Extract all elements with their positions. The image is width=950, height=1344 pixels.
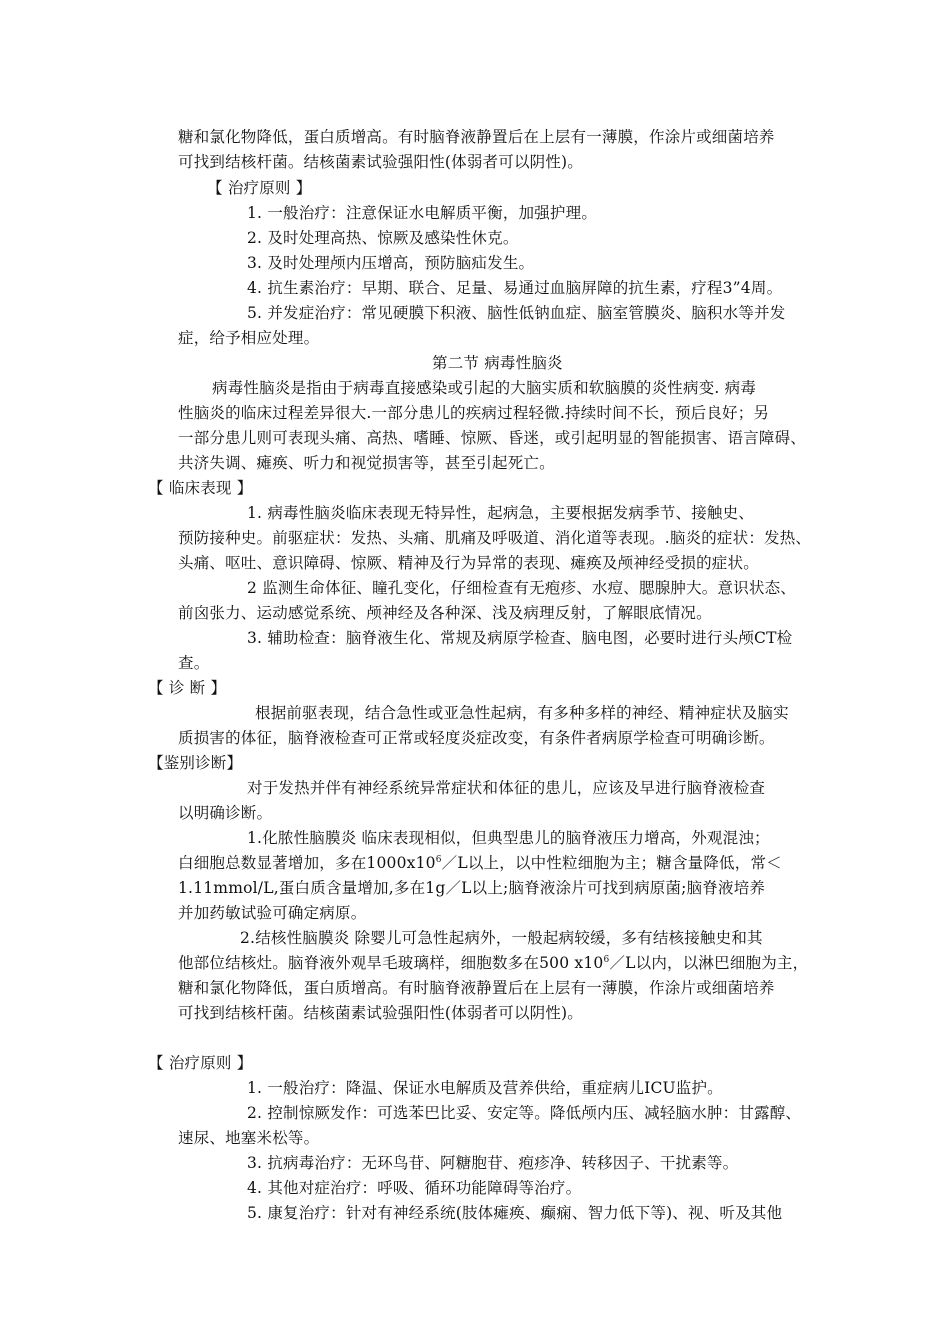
paragraph-line: 1.11mmol/L,蛋白质含量增加,多在1g／L以上;脑脊液涂片可找到病原菌;脑脊液培养 xyxy=(178,879,766,897)
paragraph-line: 根据前驱表现，结合急性或亚急性起病，有多种多样的神经、精神症状及脑实 xyxy=(255,704,789,722)
list-item: 1. 一般治疗：注意保证水电解质平衡，加强护理。 xyxy=(247,204,598,222)
superscript: 6 xyxy=(603,954,610,965)
text-run: 白细胞总数显著增加，多在1000x10 xyxy=(178,854,436,872)
paragraph-line: 2.结核性脑膜炎 除婴儿可急性起病外，一般起病较缓，多有结核接触史和其 xyxy=(240,929,763,947)
paragraph-line: 共济失调、瘫痪、听力和视觉损害等，甚至引起死亡。 xyxy=(178,454,555,472)
list-item-continuation: 速尿、地塞米松等。 xyxy=(178,1129,320,1147)
list-item-continuation: 症，给予相应处理。 xyxy=(178,329,320,347)
paragraph-line: 查。 xyxy=(178,654,210,672)
list-item: 3. 抗病毒治疗：无环鸟苷、阿糖胞苷、疱疹净、转移因子、干扰素等。 xyxy=(247,1154,739,1172)
list-item: 4. 其他对症治疗：呼吸、循环功能障碍等治疗。 xyxy=(247,1179,582,1197)
paragraph-line: 前囟张力、运动感觉系统、颅神经及各种深、浅及病理反射，了解眼底情况。 xyxy=(178,604,712,622)
paragraph-line xyxy=(178,851,782,875)
section-title: 第二节 病毒性脑炎 xyxy=(432,354,563,372)
paragraph-line: 以明确诊断。 xyxy=(178,804,273,822)
list-item: 2. 及时处理高热、惊厥及感染性休克。 xyxy=(247,229,519,247)
paragraph-line: 可找到结核杆菌。结核菌素试验强阳性(体弱者可以阴性)。 xyxy=(178,153,583,171)
superscript: 6 xyxy=(435,854,442,865)
paragraph-line: 3. 辅助检查：脑脊液生化、常规及病原学检查、脑电图，必要时进行头颅CT检 xyxy=(247,629,793,647)
paragraph-line: 可找到结核杆菌。结核菌素试验强阳性(体弱者可以阴性)。 xyxy=(178,1004,583,1022)
paragraph-line: 糖和氯化物降低，蛋白质增高。有时脑脊液静置后在上层有一薄膜，作涂片或细菌培养 xyxy=(178,128,775,146)
section-heading-clinical: 【 临床表现 】 xyxy=(148,479,253,497)
list-item: 4. 抗生素治疗：早期、联合、足量、易通过血脑屏障的抗生素，疗程3”4周。 xyxy=(247,279,783,297)
paragraph-line: 预防接种史。前驱症状：发热、头痛、肌痛及呼吸道、消化道等表现。.脑炎的症状：发热、 xyxy=(178,529,812,547)
paragraph-line: 1. 病毒性脑炎临床表现无特异性，起病急，主要根据发病季节、接触史、 xyxy=(247,504,755,522)
list-item: 5. 康复治疗：针对有神经系统(肢体瘫痪、癫痫、智力低下等)、视、听及其他 xyxy=(247,1204,783,1222)
list-item: 1. 一般治疗：降温、保证水电解质及营养供给，重症病儿ICU监护。 xyxy=(247,1079,723,1097)
paragraph-line: 糖和氯化物降低，蛋白质增高。有时脑脊液静置后在上层有一薄膜，作涂片或细菌培养 xyxy=(178,979,775,997)
paragraph-line: 对于发热并伴有神经系统异常症状和体征的患儿，应该及早进行脑脊液检查 xyxy=(247,779,766,797)
paragraph-line: 性脑炎的临床过程差异很大.一部分患儿的疾病过程轻微.持续时间不长，预后良好；另 xyxy=(178,404,770,422)
list-item: 2. 控制惊厥发作：可选苯巴比妥、安定等。降低颅内压、减轻脑水肿：甘露醇、 xyxy=(247,1104,802,1122)
paragraph-line: 并加药敏试验可确定病原。 xyxy=(178,904,367,922)
list-item: 3. 及时处理颅内压增高，预防脑疝发生。 xyxy=(247,254,535,272)
paragraph-line: 1.化脓性脑膜炎 临床表现相似，但典型患儿的脑脊液压力增高，外观混浊； xyxy=(247,829,770,847)
paragraph-line: 质损害的体征，脑脊液检查可正常或轻度炎症改变，有条件者病原学检查可明确诊断。 xyxy=(178,729,775,747)
paragraph-line: 一部分患儿则可表现头痛、高热、嗜睡、惊厥、昏迷，或引起明显的智能损害、语言障碍、 xyxy=(178,429,807,447)
paragraph-line: 病毒性脑炎是指由于病毒直接感染或引起的大脑实质和软脑膜的炎性病变. 病毒 xyxy=(212,379,757,397)
section-heading-treatment: 【 治疗原则 】 xyxy=(148,1054,253,1072)
section-heading-treatment: 【 治疗原则 】 xyxy=(207,179,312,197)
section-heading-differential: 【鉴别诊断】 xyxy=(148,754,243,772)
text-run: 他部位结核灶。脑脊液外观旱毛玻璃样，细胞数多在500 x10 xyxy=(178,954,604,972)
text-run: ／L以上，以中性粒细胞为主；糖含量降低，常＜ xyxy=(441,854,782,872)
section-heading-diagnosis: 【 诊 断 】 xyxy=(148,679,227,697)
paragraph-line xyxy=(178,951,808,975)
paragraph-line: 头痛、呕吐、意识障碍、惊厥、精神及行为异常的表现、瘫痪及颅神经受损的症状。 xyxy=(178,554,759,572)
list-item: 5. 并发症治疗：常见硬膜下积液、脑性低钠血症、脑室管膜炎、脑积水等并发 xyxy=(247,304,786,322)
text-run: ／L以内，以淋巴细胞为主， xyxy=(609,954,809,972)
paragraph-line: 2 监测生命体征、瞳孔变化，仔细检查有无疱疹、水痘、腮腺肿大。意识状态、 xyxy=(247,579,796,597)
